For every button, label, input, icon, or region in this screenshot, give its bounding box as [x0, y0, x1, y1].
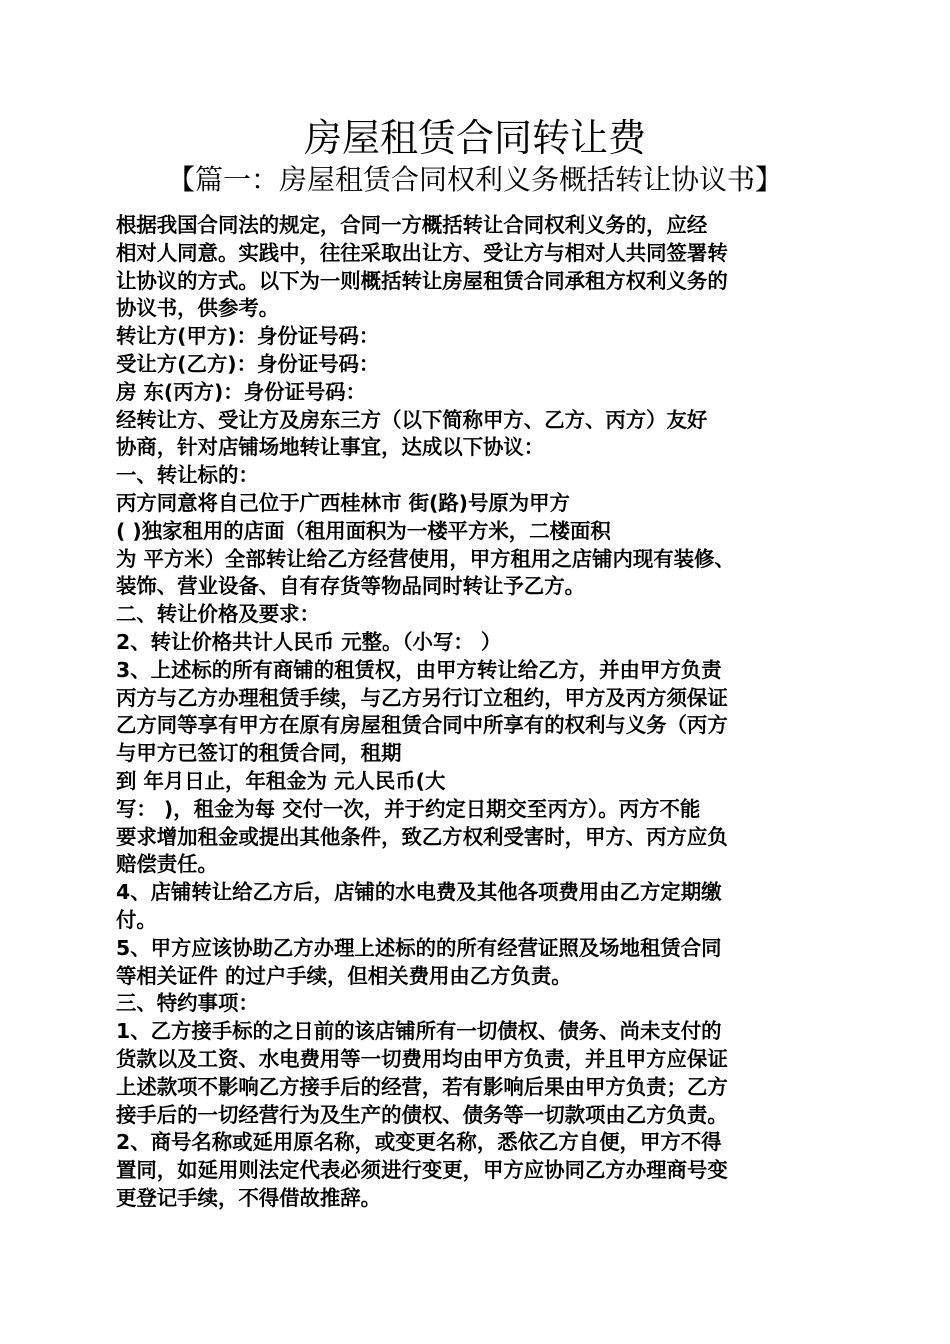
- text-line: 丙方与乙方办理租赁手续，与乙方另行订立租约，甲方及丙方须保证: [116, 685, 728, 710]
- text-line: 置同，如延用则法定代表必须进行变更，甲方应协同乙方办理商号变: [116, 1158, 728, 1183]
- text-line: 更登记手续，不得借故推辞。: [116, 1185, 382, 1210]
- text-line: 2、商号名称或延用原名称，或变更名称，悉依乙方自便，甲方不得: [116, 1130, 722, 1155]
- text-line: 1、乙方接手标的之日前的该店铺所有一切债权、债务、尚未支付的: [116, 1019, 722, 1044]
- text-line: 4、店铺转让给乙方后，店铺的水电费及其他各项费用由乙方定期缴: [116, 880, 722, 905]
- text-line: 接手后的一切经营行为及生产的债权、债务等一切款项由乙方负责。: [116, 1102, 728, 1127]
- text-line: 装饰、营业设备、自有存货等物品同时转让予乙方。: [116, 574, 585, 599]
- text-line: 上述款项不影响乙方接手后的经营，若有影响后果由甲方负责；乙方: [116, 1074, 728, 1099]
- text-line: 货款以及工资、水电费用等一切费用均由甲方负责，并且甲方应保证: [116, 1046, 728, 1071]
- document-title: 房屋租赁合同转让费: [303, 116, 646, 160]
- text-line: 三、特约事项：: [116, 991, 259, 1016]
- text-line: 2、转让价格共计人民币 元整。（小写： ）: [116, 629, 502, 654]
- text-line: 一、转让标的：: [116, 463, 259, 488]
- text-line: 乙方同等享有甲方在原有房屋租赁合同中所享有的权利与义务（丙方: [116, 713, 728, 738]
- text-line: 让协议的方式。以下为一则概括转让房屋租赁合同承租方权利义务的: [116, 268, 728, 293]
- text-line: 转让方(甲方)：身份证号码：: [116, 324, 380, 349]
- document-body: [116, 212, 846, 1213]
- text-line: 写： )，租金为每 交付一次，并于约定日期交至丙方）。丙方不能: [116, 796, 701, 821]
- text-line: 等相关证件 的过户手续，但相关费用由乙方负责。: [116, 963, 572, 988]
- text-line: 协商，针对店铺场地转让事宜，达成以下协议：: [116, 435, 545, 460]
- text-line: 房 东(丙方)：身份证号码：: [116, 379, 367, 404]
- text-line: 协议书，供参考。: [116, 296, 280, 321]
- text-line: 3、上述标的所有商铺的租赁权，由甲方转让给乙方，并由甲方负责: [116, 657, 722, 682]
- text-line: 根据我国合同法的规定，合同一方概括转让合同权利义务的，应经: [116, 213, 708, 237]
- text-line: 5、甲方应该协助乙方办理上述标的的所有经营证照及场地租赁合同: [116, 935, 722, 960]
- text-line: 二、转让价格及要求：: [116, 602, 320, 627]
- text-line: 付。: [116, 907, 157, 932]
- text-line: 要求增加租金或提出其他条件，致乙方权利受害时，甲方、丙方应负: [116, 824, 728, 849]
- text-line: 丙方同意将自己位于广西桂林市 街(路)号原为甲方: [116, 490, 570, 515]
- text-line: 相对人同意。实践中，往往采取出让方、受让方与相对人共同签署转: [116, 240, 728, 265]
- text-line: 到 年月日止，年租金为 元人民币(大: [116, 768, 446, 793]
- text-line: ( )独家租用的店面（租用面积为一楼平方米，二楼面积: [116, 518, 611, 543]
- text-line: 与甲方已签订的租赁合同，租期: [116, 741, 402, 766]
- text-line: 为 平方米）全部转让给乙方经营使用，甲方租用之店铺内现有装修、: [116, 546, 735, 571]
- document-subtitle: 【篇一：房屋租赁合同权利义务概括转让协议书】: [166, 163, 783, 196]
- text-line: 经转让方、受让方及房东三方（以下简称甲方、乙方、丙方）友好: [116, 407, 708, 432]
- text-line: 赔偿责任。: [116, 852, 218, 877]
- text-line: 受让方(乙方)：身份证号码：: [116, 351, 380, 376]
